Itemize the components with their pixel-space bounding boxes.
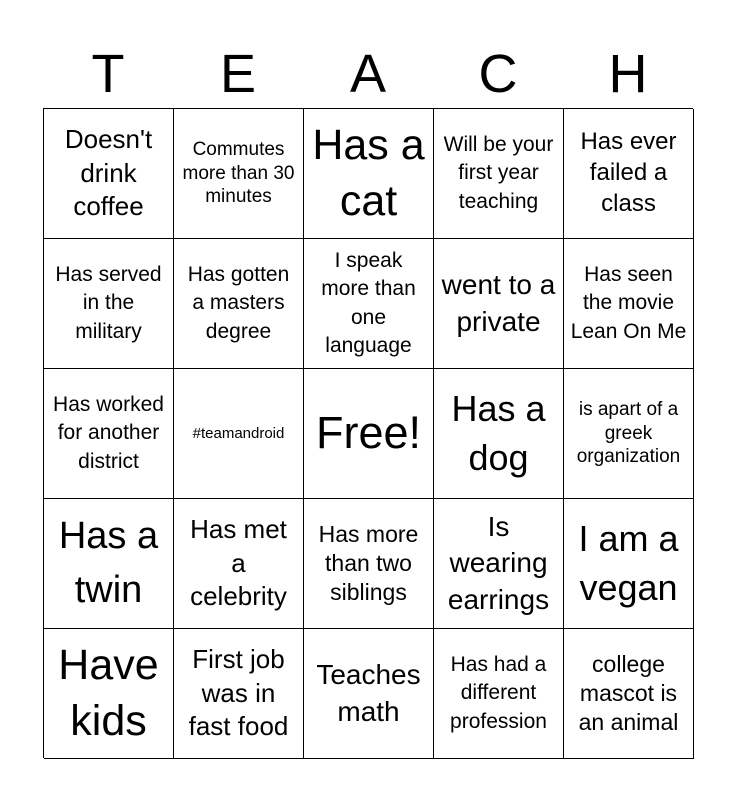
- header-letter-c: C: [478, 44, 518, 104]
- header-letter-h: H: [608, 44, 648, 104]
- bingo-cell-r5-c2: [174, 629, 304, 759]
- cell-label: is apart of a greek organization: [576, 398, 681, 468]
- cell-label: Has a cat: [312, 120, 425, 225]
- bingo-cell-r4-c1: [44, 499, 174, 629]
- cell-label: Teaches math: [316, 659, 421, 727]
- cell-label: Has seen the movie Lean On Me: [570, 262, 687, 343]
- bingo-cell-r4-c4: [434, 499, 564, 629]
- cell-label: I speak more than one language: [321, 248, 416, 357]
- bingo-cell-r1-c3: [304, 109, 434, 239]
- bingo-cell-r1-c4: [434, 109, 564, 239]
- cell-label: #teamandroid: [192, 424, 285, 442]
- bingo-cell-r3-c3: [304, 369, 434, 499]
- bingo-cell-r2-c1: [44, 239, 174, 369]
- header-letter-a: A: [349, 44, 387, 104]
- cell-label: Will be your first year teaching: [443, 132, 554, 213]
- cell-label: Has a twin: [58, 515, 159, 611]
- bingo-cell-r5-c4: [434, 629, 564, 759]
- bingo-cell-r2-c2: [174, 239, 304, 369]
- cell-label: Commutes more than 30 minutes: [182, 138, 295, 208]
- bingo-cell-r2-c3: [304, 239, 434, 369]
- bingo-cell-r5-c3: [304, 629, 434, 759]
- bingo-cell-r3-c2: [174, 369, 304, 499]
- cell-label: Has met a celebrity: [190, 513, 287, 612]
- header-letter-e: E: [219, 44, 257, 104]
- cell-label: went to a private: [441, 269, 556, 337]
- bingo-cell-r1-c5: [564, 109, 694, 239]
- header-letter-t: T: [91, 44, 125, 104]
- cell-label: Doesn't drink coffee: [64, 123, 153, 222]
- cell-label: Has gotten a masters degree: [187, 262, 290, 343]
- bingo-cell-r3-c1: [44, 369, 174, 499]
- cell-label: Has served in the military: [55, 262, 162, 343]
- bingo-cell-r1-c1: [44, 109, 174, 239]
- bingo-cell-r2-c5: [564, 239, 694, 369]
- bingo-cell-r4-c2: [174, 499, 304, 629]
- cell-label: Has more than two siblings: [318, 521, 419, 605]
- bingo-cell-r4-c3: [304, 499, 434, 629]
- cell-label: Has a dog: [451, 387, 546, 478]
- cell-label: I am a vegan: [578, 517, 679, 608]
- bingo-cell-r2-c4: [434, 239, 564, 369]
- cell-label: First job was in fast food: [188, 643, 289, 742]
- cell-label: college mascot is an animal: [578, 651, 679, 735]
- bingo-cell-r4-c5: [564, 499, 694, 629]
- cell-label: Is wearing earrings: [447, 510, 550, 615]
- bingo-board: [43, 108, 693, 758]
- cell-label: Free!: [315, 407, 422, 459]
- cell-label: Has worked for another district: [53, 392, 164, 473]
- cell-label: Have kids: [58, 640, 159, 745]
- bingo-header: [43, 40, 693, 108]
- bingo-cell-r3-c4: [434, 369, 564, 499]
- bingo-cell-r3-c5: [564, 369, 694, 499]
- cell-label: Has ever failed a class: [580, 128, 677, 217]
- bingo-cell-r5-c5: [564, 629, 694, 759]
- cell-label: Has had a different profession: [450, 652, 547, 733]
- bingo-cell-r1-c2: [174, 109, 304, 239]
- bingo-cell-r5-c1: [44, 629, 174, 759]
